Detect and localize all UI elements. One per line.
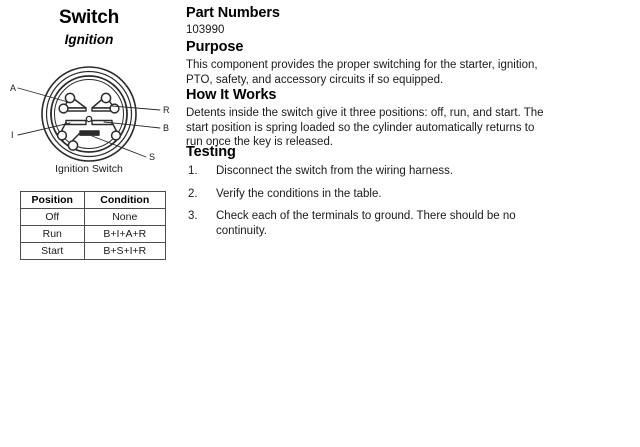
- how-it-works-text: Detents inside the switch give it three positions: off, run, and start. The start position is spring loaded so the cylinder automatically returns to run once the key is released.: [186, 107, 544, 148]
- page-subtitle: Ignition: [64, 32, 114, 47]
- testing-steps-list: [186, 164, 546, 238]
- step-number: 3.: [188, 210, 198, 222]
- diagram-caption: Ignition Switch: [55, 163, 123, 175]
- heading-how-it-works: How It Works: [186, 87, 277, 103]
- table-cell-position: Run: [21, 226, 85, 243]
- heading-part-numbers: Part Numbers: [186, 5, 280, 21]
- table-cell-position: Start: [21, 243, 85, 260]
- terminal-label-i: I: [11, 130, 14, 140]
- table-header-position: Position: [21, 192, 85, 209]
- page-title: Switch: [58, 7, 120, 28]
- terminal-label-s: S: [149, 152, 156, 162]
- heading-testing: Testing: [186, 144, 236, 160]
- step-text: Check each of the terminals to ground. There should be no continuity.: [216, 210, 516, 237]
- table-row: [21, 209, 166, 226]
- step-text: Disconnect the switch from the wiring harness.: [216, 165, 454, 177]
- ignition-switch-diagram: [0, 58, 178, 178]
- step-number: 1.: [188, 165, 198, 177]
- table-row: [21, 226, 166, 243]
- section-part-numbers: [186, 5, 558, 38]
- table-header-row: [21, 192, 166, 209]
- section-testing: [186, 144, 546, 246]
- switch-condition-table: [20, 191, 166, 260]
- table-cell-condition: B+I+A+R: [84, 226, 165, 243]
- terminal-a-contact: [59, 93, 86, 112]
- step-number: 2.: [188, 187, 198, 200]
- testing-step: [186, 164, 516, 179]
- heading-purpose: Purpose: [186, 39, 244, 55]
- terminal-label-r: R: [163, 105, 170, 115]
- table-cell-condition: B+S+I+R: [84, 243, 165, 260]
- table-cell-condition: None: [84, 209, 165, 226]
- table-header-condition: Condition: [84, 192, 165, 209]
- switch-mid-ring: [47, 72, 132, 157]
- table-cell-position: Off: [21, 209, 85, 226]
- testing-step: [186, 209, 516, 238]
- switch-outer-ring: [42, 67, 136, 161]
- part-number-value: 103990: [186, 24, 225, 36]
- switch-center-post: [86, 116, 91, 121]
- testing-step: [186, 187, 516, 202]
- table-row: [21, 243, 166, 260]
- terminal-s-contact: [68, 131, 99, 150]
- terminal-i-contact: [58, 121, 86, 140]
- section-purpose: [186, 39, 546, 87]
- terminal-r-contact: [92, 93, 119, 112]
- step-text: Verify the conditions in the table.: [216, 187, 382, 200]
- left-column: [0, 0, 178, 447]
- terminal-label-b: B: [163, 123, 170, 133]
- terminal-label-a: A: [10, 83, 17, 93]
- section-how-it-works: [186, 87, 550, 150]
- purpose-text: This component provides the proper switching for the starter, ignition, PTO, safety, and accessory circuits if so equipped.: [186, 59, 538, 86]
